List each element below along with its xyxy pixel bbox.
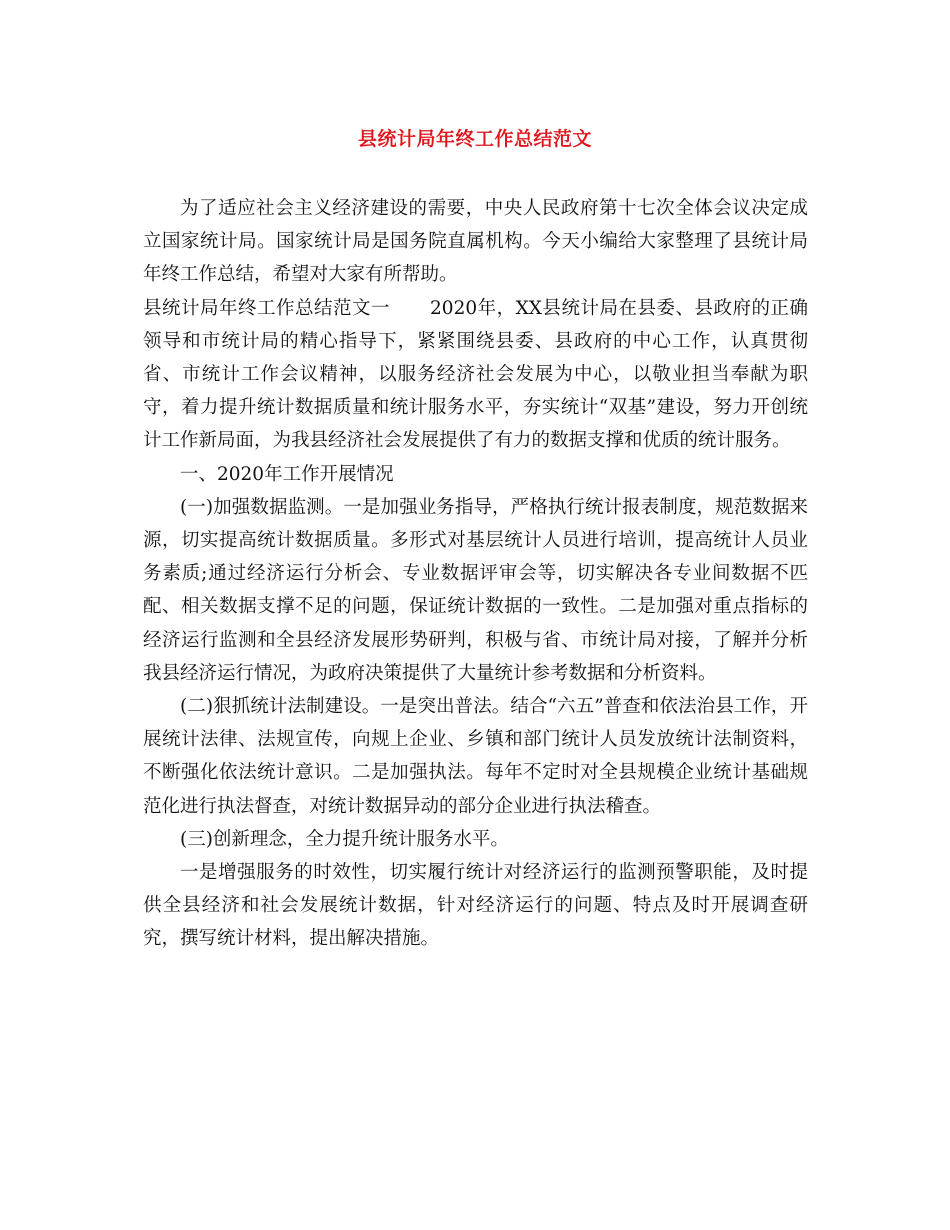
section-heading: 县统计局年终工作总结范文一 [143, 297, 391, 319]
paragraph-legal-construction: (二)狠抓统计法制建设。一是突出普法。结合“六五”普查和依法治县工作，开展统计法律、法规宣传，向规上企业、乡镇和部门统计人员发放统计法制资料，不断强化依法统计意识。二是加强执法。每年不定时对全县规模企业统计基础规范化进行执法督查，对统计数据异动的部分企业进行执法稽查。 [143, 696, 808, 817]
intro-paragraph: 为了适应社会主义经济建设的需要，中央人民政府第十七次全体会议决定成立国家统计局。国家统计局是国务院直属机构。今天小编给大家整理了县统计局年终工作总结，希望对大家有所帮助。 [143, 198, 808, 286]
paragraph-data-monitoring: (一)加强数据监测。一是加强业务指导，严格执行统计报表制度，规范数据来源，切实提高统计数据质量。多形式对基层统计人员进行培训，提高统计人员业务素质;通过经济运行分析会、专业数据评审会等，切实解决各专业间数据不匹配、相关数据支撑不足的问题，保证统计数据的一致性。二是加强对重点指标的经济运行监测和全县经济发展形势研判，积极与省、市统计局对接，了解并分析我县经济运行情况，为政府决策提供了大量统计参考数据和分析资料。 [143, 496, 808, 684]
section-paragraph [143, 292, 808, 458]
document-body [143, 192, 808, 956]
heading-work-overview: 一、2020年工作开展情况 [180, 463, 394, 485]
paragraph-service-innovation: (三)创新理念，全力提升统计服务水平。 [180, 828, 509, 850]
section-first-paragraph: 2020年，XX县统计局在县委、县政府的正确领导和市统计局的精心指导下，紧紧围绕县委、县政府的中心工作，认真贯彻省、市统计工作会议精神，以服务经济社会发展为中心，以敬业担当奉献为职守，着力提升统计数据质量和统计服务水平，夯实统计“双基”建设，努力开创统计工作新局面，为我县经济社会发展提供了有力的数据支撑和优质的统计服务。 [143, 297, 808, 452]
paragraph-service-timeliness: 一是增强服务的时效性，切实履行统计对经济运行的监测预警职能，及时提供全县经济和社会发展统计数据，针对经济运行的问题、特点及时开展调查研究，撰写统计材料，提出解决措施。 [143, 862, 808, 950]
document-title: 县统计局年终工作总结范文 [357, 128, 592, 150]
